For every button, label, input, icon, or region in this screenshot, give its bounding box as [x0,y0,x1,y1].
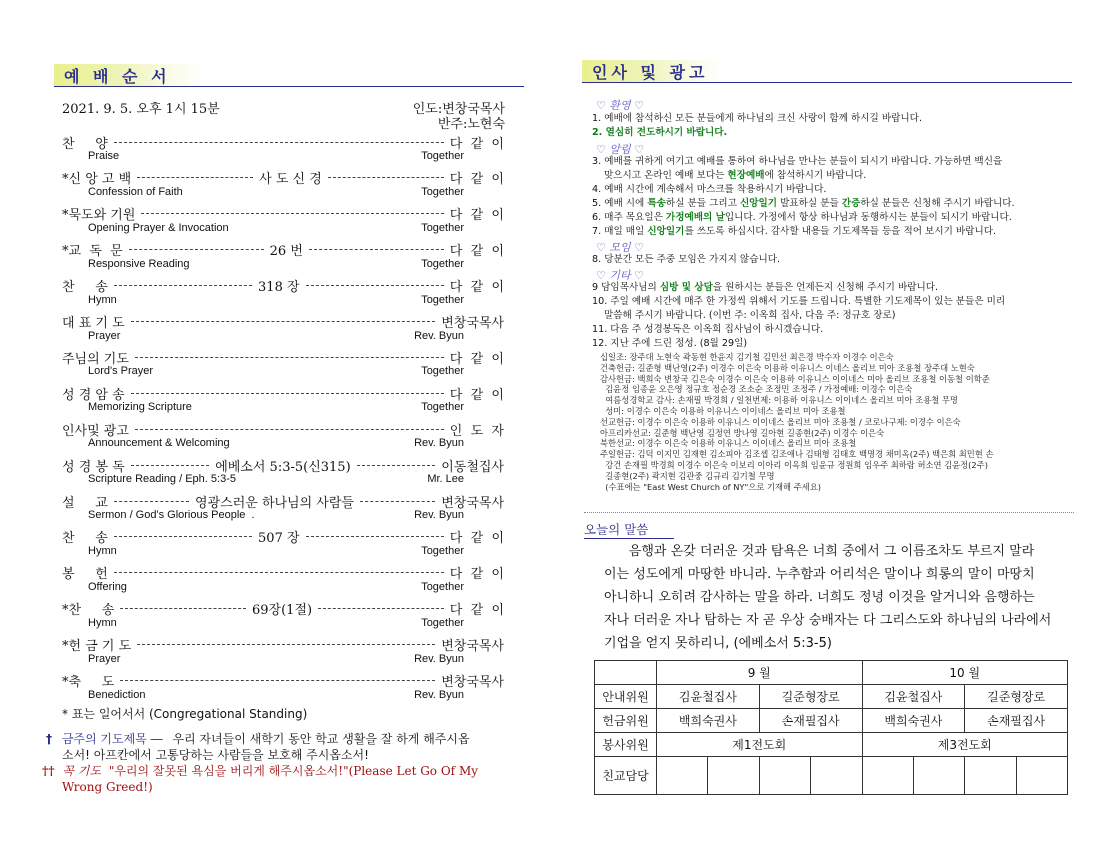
duty-cell: 길준형장로 [965,685,1068,709]
announcement-1: 1. 예배에 참석하신 모든 분들에게 하나님의 크신 사랑이 함께 하시길 바랍니다. [592,113,922,124]
duty-cell-empty [862,757,913,795]
order-item-english-line [62,473,504,487]
must-prayer-text-1: "우리의 잘못된 욕심을 버리게 해주시옵소서!"(Please Let Go Of My [108,764,479,778]
announcement-12: 12. 지난 주에 드린 정성. (8월 29일) [592,338,748,349]
order-item-leader: 다 같 이 [449,280,505,296]
order-item [62,600,504,636]
duty-cell-empty [965,757,1016,795]
duty-cell: 제3전도회 [862,733,1068,757]
leader-dashes [114,501,189,502]
weekly-prayer-text-2: 소서! 아프칸에서 고통당하는 사람들을 보호해 주시옵소서! [62,748,369,762]
duty-cell-empty [657,757,708,795]
duty-cell: 제1전도회 [657,733,863,757]
order-item [62,241,504,277]
order-item [62,564,504,600]
order-item [62,133,504,169]
order-item-main-line [62,672,504,690]
leader-dashes [318,608,444,609]
order-item-detail: 사 도 신 경 [259,172,322,188]
duty-cell: 김윤철집사 [862,685,965,709]
order-item-detail: 26 번 [269,244,303,260]
order-item-english-leader: Together [421,544,464,557]
order-item-title: *헌 금 기 도 [62,639,132,655]
weekly-prayer-label: 금주의 기도제목 ― [61,732,163,746]
todays-word-line: 아니하니 오히려 감사하는 말을 하라. 너희도 정녕 이것을 알거니와 음행하는 [604,590,1035,605]
duty-row-guide [595,685,1068,709]
section-notice: ♡ 알림 ♡ [596,143,644,156]
announcement-10-line-2: 말씀해 주시기 바랍니다. (이번 주: 이옥희 집사, 다음 주: 정규호 장로) [604,310,896,321]
order-item-detail: 영광스러운 하나님의 사람들 [195,495,354,511]
order-item [62,528,504,564]
order-item-leader: 이동철집사 [441,459,504,475]
leader-dashes [114,142,444,143]
duty-cell: 길준형장로 [759,685,862,709]
order-item-leader: 변창국목사 [441,316,504,331]
todays-word-line: 이는 성도에게 마땅한 바니라. 누추함과 어리석은 말이나 희롱의 말이 마땅치 [604,567,1035,582]
offering-line: 강건 손재필 박경희 이경수 이은숙 이보리 이아리 이옥희 임윤규 정원희 임우주 최하람 허소연 김윤정(2주) [600,460,988,470]
must-prayer-text-2: Wrong Greed!) [62,780,153,794]
order-item-leader: 다 같 이 [449,387,504,403]
order-item-leader: 다 같 이 [449,136,504,152]
order-item-english: Responsive Reading [88,257,190,270]
order-item-english: Prayer [88,652,121,665]
worship-order-title: 예 배 순 서 [64,66,171,86]
section-etc: ♡ 기타 ♡ [596,269,644,282]
order-item [62,277,504,313]
service-date: 2021. 9. 5. 오후 1시 15분 [62,102,220,117]
offering-line: 건축헌금: 길준형 백난영(2주) 이경수 이은숙 이용하 이유니스 이네스 올리브 미아 조용철 장주대 노현숙 [600,362,975,373]
leader-dashes [141,213,443,214]
order-item-english-leader: Together [421,293,464,306]
announcement-4: 4. 예배 시간에 계속해서 마스크를 착용하시기 바랍니다. [592,184,827,195]
offering-line: 아프리카선교: 길준형 백난영 김정연 방나영 길아현 길종현(2주) 이경수 이은숙 [600,427,885,438]
order-item-english: Opening Prayer & Invocation [88,221,229,234]
order-item-english-leader: Together [421,616,464,629]
order-item-title: *신 앙 고 백 [62,172,132,188]
order-item-english-line [62,509,504,523]
order-item-english: Offering [88,580,127,593]
month-october: 10 월 [862,661,1068,685]
duty-row-service [595,733,1068,757]
order-item-title: 성 경 암 송 [62,387,125,403]
order-item-main-line [62,169,504,187]
order-item-english: Scripture Reading / Eph. 5:3-5 [88,473,236,486]
order-item-english: Hymn [88,293,117,306]
order-item-detail: 에베소서 5:3-5(신315) [215,459,351,475]
order-item-english-leader: Together [421,185,464,198]
offering-line: 십일조: 장주대 노현숙 곽동현 한윤지 김기철 김민선 최은경 박수자 이경수 이은숙 [600,352,894,362]
announcements-header [582,60,722,82]
offering-line: 성미: 이경수 이은숙 이용하 이유니스 이이네스 올리브 미아 조용철 [600,406,846,416]
order-item-english-line [62,653,504,667]
order-item-main-line [62,313,504,331]
order-item-main-line [62,133,504,151]
leader-dashes [328,177,444,178]
order-item-main-line [62,205,504,223]
duty-cell-empty [811,757,862,795]
duty-table [594,660,1068,795]
order-item-english-line [62,330,504,344]
leader-dashes [131,321,436,322]
order-item [62,492,504,528]
order-item-english-line [62,617,504,631]
order-item-english-line [62,437,504,451]
double-cross-icon: †† [42,764,55,778]
order-item-main-line [62,384,504,402]
order-item-english-leader: Rev. Byun [414,437,464,450]
section-divider [584,512,1074,513]
duty-row-label: 헌금위원 [595,709,657,733]
announcements-title: 인사 및 광고 [592,62,709,82]
duty-row-offering [595,709,1068,733]
duty-cell-empty [1016,757,1067,795]
order-item-main-line [62,348,504,366]
standing-note: * 표는 일어서서 (Congregational Standing) [62,707,308,721]
leader-dashes [129,249,264,250]
order-item-leader: 변창국목사 [441,639,504,655]
order-item-title: 봉 헌 [62,567,108,583]
announcement-11: 11. 다음 주 성경봉독은 이옥희 집사님이 하시겠습니다. [592,324,824,335]
todays-word-title: 오늘의 말씀 [584,522,649,537]
duty-cell: 백희숙권사 [657,709,760,733]
order-item-title: 인사및 광고 [62,423,129,439]
duty-table-header [595,661,1068,685]
order-item [62,420,504,456]
order-item-english: Sermon / God's Glorious People . [88,509,255,521]
order-item-english-leader: Together [421,257,464,270]
order-item-english-line [62,365,504,379]
order-item-title: 찬 송 [62,280,108,296]
announcement-2: 2. 열심히 전도하시기 바랍니다. [592,127,728,138]
offering-line: 길종현(2주) 곽지현 김관중 김규리 김기철 무명 [600,470,775,481]
order-item-english-leader: Together [421,580,464,593]
duty-corner-cell [595,661,657,685]
order-item-english: Praise [88,150,120,162]
order-item-english-line [62,258,504,272]
leader-dashes [357,465,436,466]
order-item-leader: 다 같 이 [449,531,505,547]
order-item-english: Confession of Faith [88,185,183,198]
order-item-title: *교 독 문 [62,244,123,260]
duty-row-label: 친교담당 [595,757,657,795]
leader-dashes [114,536,252,537]
leader-dashes [114,285,252,286]
announcement-8: 8. 당분간 모든 주중 모임은 가지지 않습니다. [592,254,781,265]
order-item-english-line [62,581,504,595]
order-item-title: 주님의 기도 [62,351,129,367]
must-prayer-label: 꼭 기도 [62,764,101,778]
order-item-english-leader: Mr. Lee [427,473,464,486]
order-item-detail: 507 장 [258,531,300,547]
order-item-main-line [62,456,504,474]
order-item-leader: 다 같 이 [449,208,504,224]
offering-line: (수표에는 "East West Church of NY"으로 기재해 주세요) [600,481,821,492]
leader-dashes [306,536,444,537]
order-item-main-line [62,241,504,259]
todays-word-line: 자나 더러운 자나 탐하는 자 곧 우상 숭배자는 다 그리스도와 하나님의 나라에서 [604,613,1052,628]
leader-dashes [120,680,435,681]
order-item-leader: 다 같 이 [449,603,505,619]
order-item-main-line [62,600,504,618]
cross-icon: † [46,732,52,746]
order-item-title: *묵도와 기원 [62,208,136,224]
order-item-leader: 인 도 자 [449,423,504,439]
weekly-prayer-text-1: 우리 자녀들이 새학기 동안 학교 생활을 잘 하게 해주시옵 [172,732,470,746]
leader-dashes [131,465,210,466]
order-item-title: *찬 송 [62,603,115,619]
order-item-main-line [62,492,504,510]
order-item [62,672,504,708]
offering-line: 감사헌금: 백희숙 변창국 김은숙 이경수 이은숙 이용하 이유니스 이이네스 미아 올리브 조용철 이동철 이학준 [600,373,990,384]
duty-row-fellowship [595,757,1068,795]
order-item-english-line [62,222,504,236]
order-item-english-line [62,150,504,164]
order-item-main-line [62,528,504,546]
order-item-main-line [62,636,504,654]
order-item-main-line [62,420,504,438]
announcement-5: 5. 예배 시에 특송하실 분들 그리고 신앙일기 발표하실 분들 간증하실 분들은 신청해 주시기 바랍니다. [592,198,1015,209]
order-item-detail: 318 장 [258,280,300,296]
order-item-english: Hymn [88,616,117,629]
service-accompanist: 반주:노현숙 [437,117,505,132]
order-item-leader: 변창국목사 [441,495,505,511]
order-item-english-leader: Rev. Byun [414,688,464,701]
must-prayer [42,763,522,779]
order-item-english-line [62,689,504,703]
duty-cell: 김윤철집사 [657,685,760,709]
order-item-english-leader: Rev. Byun [414,652,464,665]
order-item [62,313,504,349]
announcement-9: 9 담임목사님의 심방 및 상담을 원하시는 분들은 언제든지 신청해 주시기 바랍니다. [592,282,939,293]
offering-line: 주일헌금: 김덕 이지민 김재현 김소피아 김조셉 김조애나 김태형 김태호 백명경 채미옥(2주) 백은희 최민현 손 [600,449,994,460]
duty-cell: 손재필집사 [965,709,1068,733]
leader-dashes [306,285,444,286]
header-underline [54,86,524,87]
worship-order-header [54,64,204,86]
todays-word-underline [584,538,674,539]
order-item-english-leader: Together [421,401,464,414]
leader-dashes [135,357,444,358]
duty-cell-empty [913,757,964,795]
leader-dashes [114,572,444,573]
order-item-main-line [62,277,504,295]
order-item [62,636,504,672]
order-item-english: Hymn [88,544,117,557]
order-item-english-line [62,186,504,200]
offering-line: 북한선교: 이경수 이은숙 이용하 이유니스 이이네스 올리브 미아 조용철 [600,438,857,449]
leader-dashes [135,429,444,430]
order-item-english-leader: Rev. Byun [414,329,464,342]
leader-dashes [137,644,435,645]
announcement-7: 7. 매일 매일 신앙일기를 쓰도록 하십시다. 감사할 내용들 기도제목들 등을 적어 보시기 바랍니다. [592,226,997,237]
leader-dashes [131,393,444,394]
order-item-leader: 다 같 이 [449,351,504,367]
order-item-english: Announcement & Welcoming [88,437,230,450]
duty-cell-empty [759,757,810,795]
announcement-6: 6. 매주 목요일은 가정예배의 날입니다. 가정에서 항상 하나님과 동행하시는 분들이 되시기 바랍니다. [592,212,1012,223]
offering-line: 여름성경학교 감사: 손재필 박경희 / 일천번제: 이용하 이유니스 이이네스 올리브 미아 조용철 무명 [600,395,958,406]
duty-row-label: 봉사위원 [595,733,657,757]
leader-dashes [137,177,253,178]
order-item [62,348,504,384]
order-item [62,456,504,492]
order-item-english-line [62,401,504,415]
section-meeting: ♡ 모임 ♡ [596,241,644,254]
order-item-english: Benediction [88,688,146,701]
leader-dashes [309,249,444,250]
order-item-title: *축 도 [62,675,115,690]
order-item-english-line [62,294,504,308]
order-item-title: 찬 양 [62,136,108,152]
order-item-title: 설 교 [62,495,108,511]
order-item-english-leader: Together [421,150,464,162]
order-item-english: Memorizing Scripture [88,401,192,414]
order-item-english: Prayer [88,329,121,342]
offering-line: 김윤정 임종윤 오은영 정규호 정순경 조소순 조정민 조정주 / 가정예배: 이경수 이은숙 [600,384,913,395]
order-item-leader: 다 같 이 [449,567,504,583]
order-item [62,205,504,241]
order-item-title: 대 표 기 도 [62,316,125,331]
order-item-detail: 69장(1절) [252,603,313,619]
order-item-leader: 변창국목사 [441,675,504,690]
announcement-3-line-1: 3. 예배를 귀하게 여기고 예배를 통하여 하나님을 만나는 분들이 되시기 바랍니다. 가능하면 백신을 [592,156,1003,167]
duty-cell: 손재필집사 [759,709,862,733]
month-september: 9 월 [657,661,863,685]
order-item-title: 찬 송 [62,531,108,547]
order-item-english-leader: Rev. Byun [414,509,464,521]
order-item-english-line [62,545,504,559]
order-item [62,169,504,205]
order-item-english-leader: Together [421,221,464,234]
order-item-leader: 다 같 이 [449,244,505,260]
leader-dashes [120,608,246,609]
order-item [62,384,504,420]
order-item-title: 성 경 봉 독 [62,459,125,475]
announcement-10-line-1: 10. 주일 예배 시간에 매주 한 가정씩 위해서 기도를 드립니다. 특별한 기도제목이 있는 분들은 미리 [592,296,1006,307]
duty-cell-empty [708,757,759,795]
todays-word-line: 음행과 온갖 더러운 것과 탐욕은 너희 중에서 그 이름조차도 부르지 말라 [604,544,1035,559]
service-leader: 인도:변창국목사 [412,102,505,117]
order-item-leader: 다 같 이 [449,172,504,188]
todays-word-line: 기업을 얻지 못하리니, (에베소서 5:3-5) [604,636,832,651]
order-item-english-leader: Together [421,365,464,378]
duty-row-label: 안내위원 [595,685,657,709]
duty-cell: 백희숙권사 [862,709,965,733]
section-greeting: ♡ 환영 ♡ [596,99,644,112]
announcements-underline [582,82,1072,83]
order-item-main-line [62,564,504,582]
announcement-3-line-2: 맞으시고 온라인 예배 보다는 현장예배에 참석하시기 바랍니다. [604,170,867,181]
leader-dashes [360,501,435,502]
order-item-english: Lord's Prayer [88,365,154,378]
weekly-prayer [46,731,516,747]
offering-line: 선교헌금: 이경수 이은숙 이용하 이유니스 이이네스 올리브 미아 조용철 / 코로나구제: 이경수 이은숙 [600,416,961,427]
